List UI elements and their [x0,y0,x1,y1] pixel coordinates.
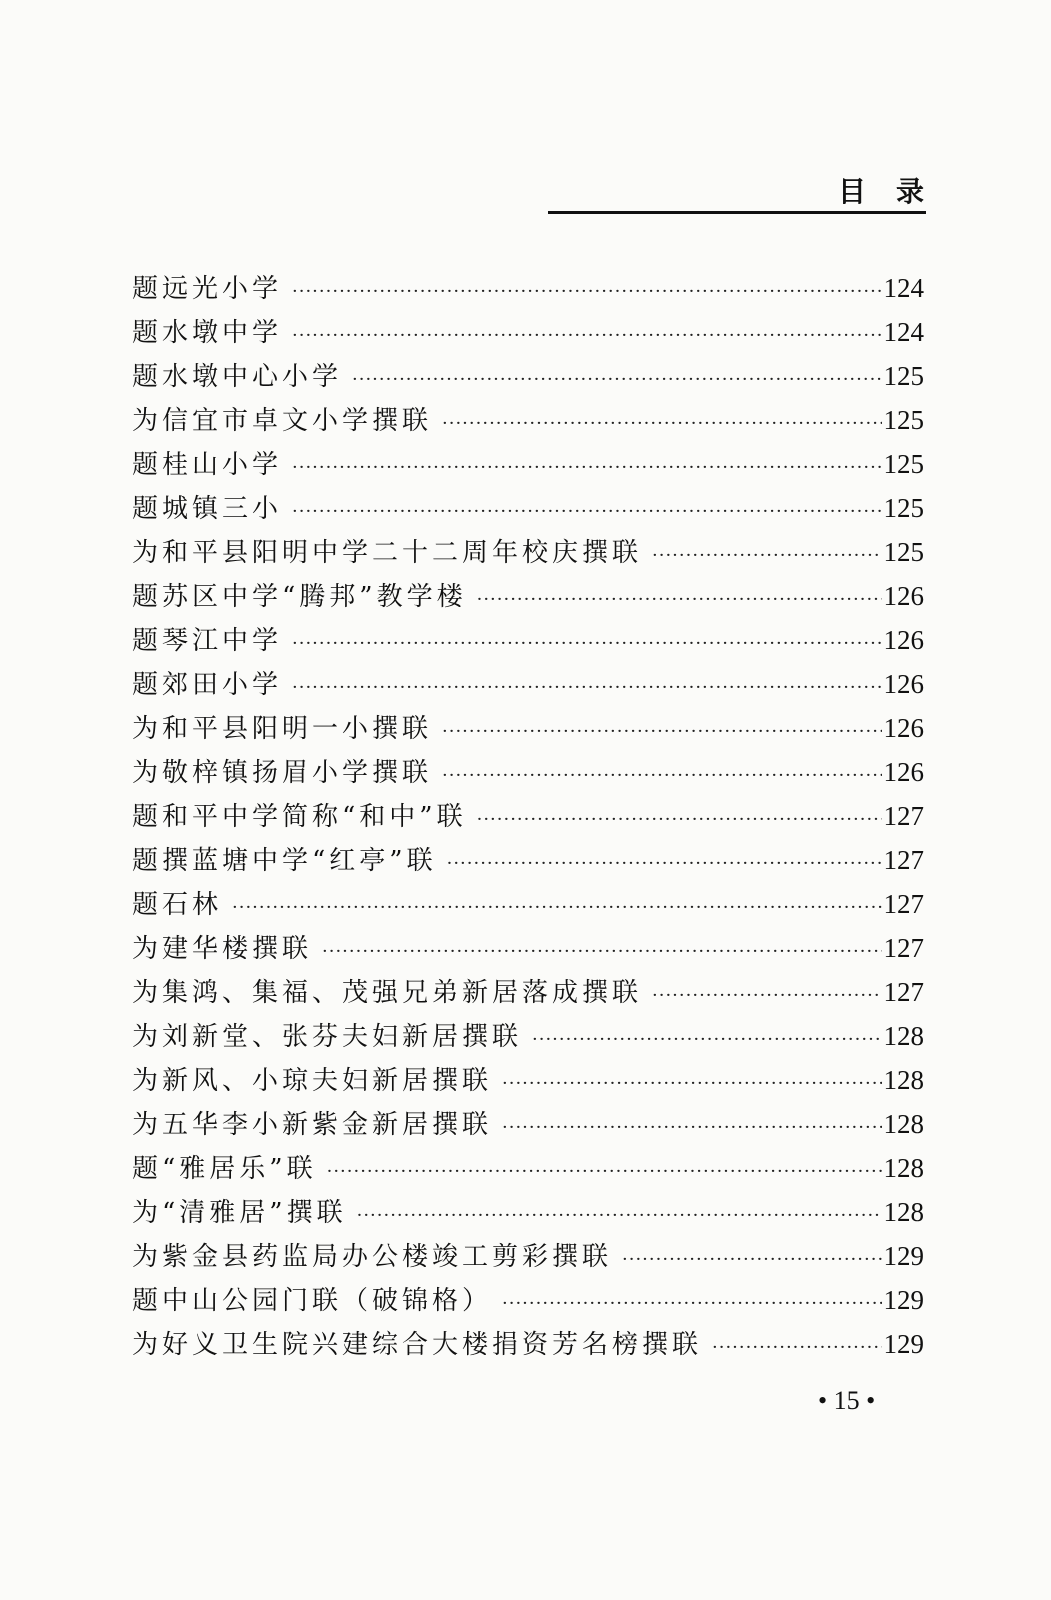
toc-entry-title: 为和平县阳明一小撰联 [132,714,433,744]
toc-entry-page: 127 [883,977,924,1007]
toc-entry-page: 129 [883,1329,924,1359]
toc-entry [132,530,924,574]
dot-leader [292,314,881,358]
toc-entry-page: 126 [883,713,924,743]
toc-entry-title: 题水墩中学 [132,318,283,348]
dot-leader [502,1282,881,1326]
header-title: 目录 [837,175,954,208]
toc-entry [132,750,924,794]
dot-leader [292,622,881,666]
toc-entry [132,618,924,662]
dot-leader [322,930,881,974]
toc-entry [132,354,924,398]
dot-leader [477,798,882,842]
toc-entry [132,1102,924,1146]
toc-entry [132,838,924,882]
dot-leader [712,1326,881,1370]
toc-entry-page: 128 [883,1197,924,1227]
toc-entry-page: 126 [883,669,924,699]
toc-entry-title: 为紫金县药监局办公楼竣工剪彩撰联 [132,1242,613,1272]
toc-entry-title: 题撰蓝塘中学“红亭”联 [132,846,437,876]
toc-entry [132,442,924,486]
toc-entry-page: 126 [883,625,924,655]
page-number: • 15 • [818,1386,876,1415]
toc-entry-title: 为集鸿、集福、茂强兄弟新居落成撰联 [132,978,643,1008]
toc-entry [132,706,924,750]
dot-leader [622,1238,881,1282]
toc-entry-title: 题郊田小学 [132,670,283,700]
toc-entry-page: 127 [883,889,924,919]
toc-entry-title: 为和平县阳明中学二十二周年校庆撰联 [132,538,643,568]
toc-entry-page: 128 [883,1065,924,1095]
dot-leader [292,666,881,710]
dot-leader [292,490,881,534]
toc-entry-title: 为五华李小新紫金新居撰联 [132,1110,493,1140]
dot-leader [442,402,881,446]
toc-entry-page: 129 [883,1241,924,1271]
table-of-contents [132,266,924,1366]
toc-entry-title: 题远光小学 [132,274,283,304]
toc-entry-title: 题琴江中学 [132,626,283,656]
toc-entry-title: 为“清雅居”撰联 [132,1198,347,1228]
toc-entry [132,1190,924,1234]
dot-leader [292,270,881,314]
toc-entry-title: 为好义卫生院兴建综合大楼捐资芳名榜撰联 [132,1330,703,1360]
toc-entry-page: 126 [883,757,924,787]
toc-entry-title: 题水墩中心小学 [132,362,343,392]
dot-leader [232,886,881,930]
toc-entry [132,486,924,530]
dot-leader [292,446,881,490]
toc-entry-title: 题桂山小学 [132,450,283,480]
toc-entry-page: 128 [883,1153,924,1183]
toc-entry-page: 125 [883,493,924,523]
dot-leader [327,1150,882,1194]
toc-entry [132,794,924,838]
dot-leader [357,1194,882,1238]
header-rule [548,211,926,214]
toc-entry-title: 为刘新堂、张芬夫妇新居撰联 [132,1022,523,1052]
toc-entry-title: 题苏区中学“腾邦”教学楼 [132,582,467,612]
dot-leader [442,754,881,798]
toc-entry-page: 125 [883,405,924,435]
toc-entry [132,398,924,442]
toc-entry [132,882,924,926]
dot-leader [477,578,882,622]
toc-entry-page: 124 [883,273,924,303]
dot-leader [352,358,881,402]
toc-entry-title: 题城镇三小 [132,494,283,524]
toc-entry [132,266,924,310]
toc-entry-title: 题和平中学简称“和中”联 [132,802,467,832]
toc-entry [132,1146,924,1190]
dot-leader [532,1018,881,1062]
toc-entry-page: 124 [883,317,924,347]
toc-entry-title: 题石林 [132,890,223,920]
dot-leader [652,974,881,1018]
toc-entry [132,970,924,1014]
toc-entry [132,662,924,706]
toc-entry [132,310,924,354]
toc-entry [132,926,924,970]
toc-entry-title: 题中山公园门联（破锦格） [132,1286,493,1316]
toc-entry [132,1278,924,1322]
toc-entry-page: 128 [883,1109,924,1139]
toc-entry-page: 128 [883,1021,924,1051]
toc-entry-page: 126 [883,581,924,611]
dot-leader [652,534,881,578]
toc-entry-title: 题“雅居乐”联 [132,1154,317,1184]
toc-entry [132,1322,924,1366]
toc-entry-page: 125 [883,449,924,479]
dot-leader [502,1106,881,1150]
dot-leader [442,710,881,754]
toc-entry-page: 129 [883,1285,924,1315]
toc-entry-title: 为敬梓镇扬眉小学撰联 [132,758,433,788]
toc-entry-title: 为信宜市卓文小学撰联 [132,406,433,436]
toc-entry-title: 为建华楼撰联 [132,934,313,964]
toc-entry [132,1234,924,1278]
toc-entry [132,574,924,618]
toc-entry-title: 为新风、小琼夫妇新居撰联 [132,1066,493,1096]
running-header [548,170,954,214]
dot-leader [447,842,882,886]
toc-entry-page: 127 [883,845,924,875]
toc-entry [132,1058,924,1102]
toc-entry [132,1014,924,1058]
toc-entry-page: 125 [883,537,924,567]
dot-leader [502,1062,881,1106]
toc-entry-page: 127 [883,801,924,831]
toc-entry-page: 127 [883,933,924,963]
toc-entry-page: 125 [883,361,924,391]
